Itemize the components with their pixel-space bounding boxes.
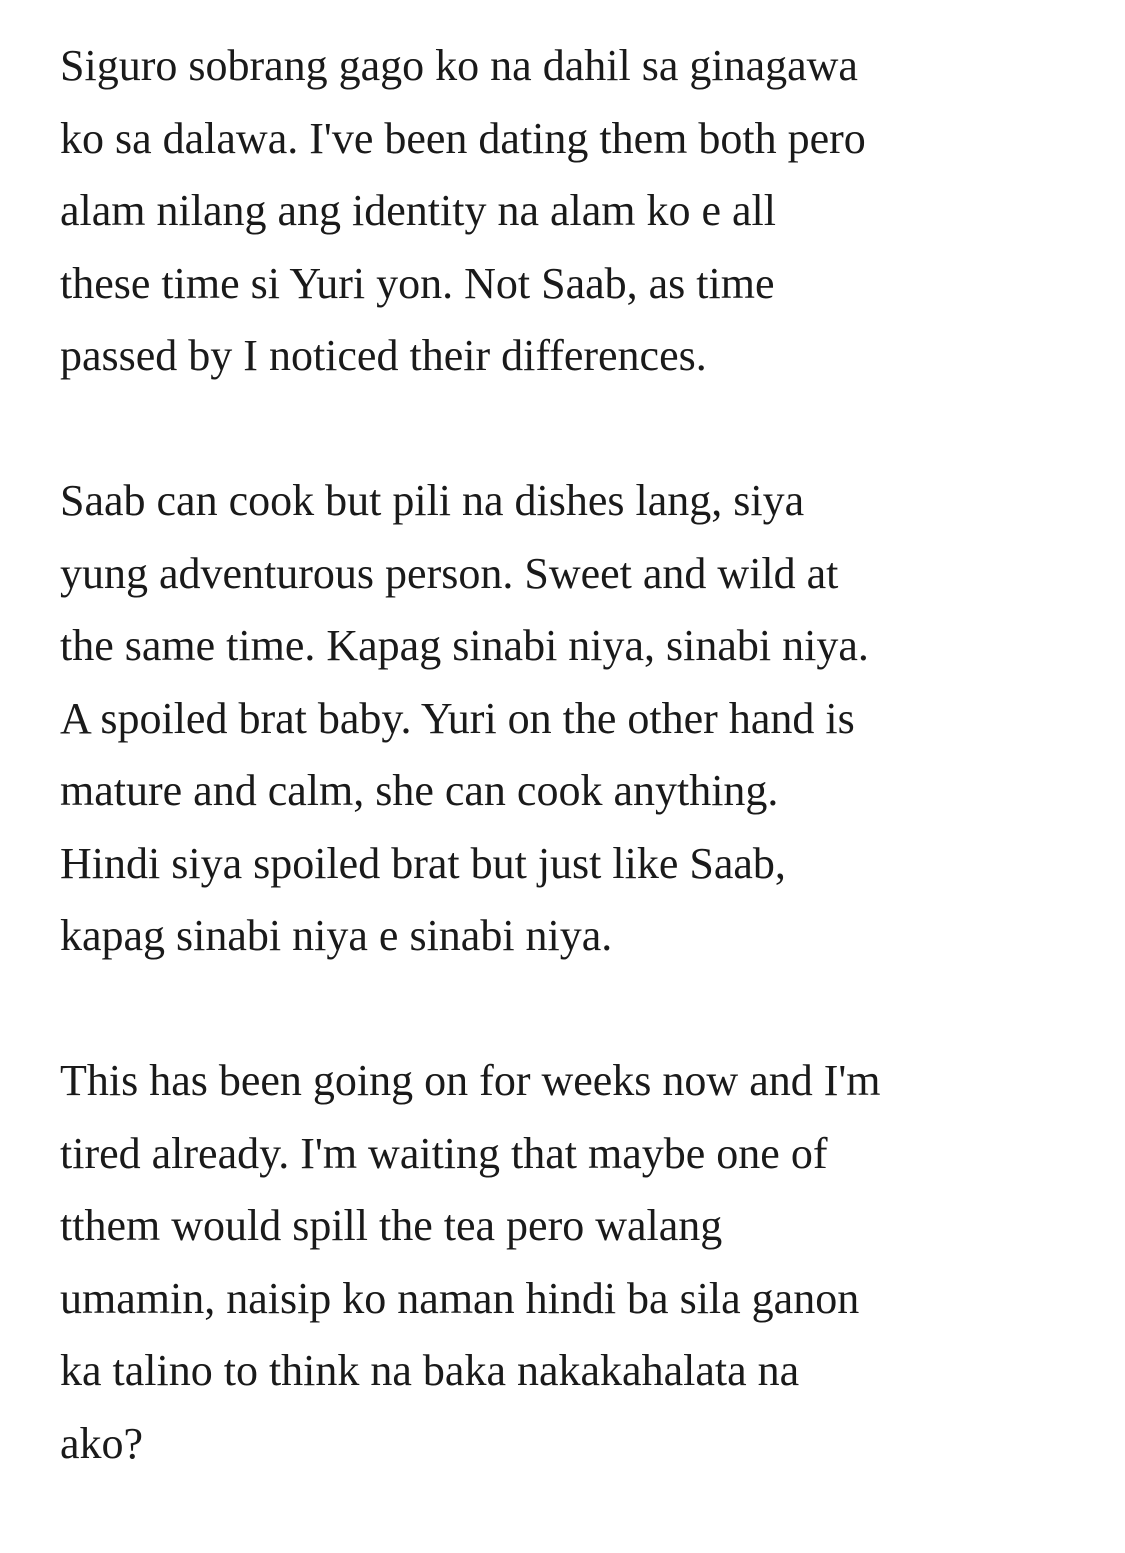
text-line: Siguro sobrang gago ko na dahil sa ginagawa [60, 41, 858, 90]
document-body [60, 30, 1080, 1553]
text-line: A spoiled brat baby. Yuri on the other hand is [60, 693, 855, 743]
text-line: Saab can cook but pili na dishes lang, siya [60, 476, 805, 525]
text-line: passed by I noticed their differences. [60, 331, 707, 380]
text-line: mature and calm, she can cook anything. [60, 766, 779, 815]
text-line: ako? [60, 1418, 144, 1468]
text-line: kapag sinabi niya e sinabi niya. [60, 911, 613, 960]
text-line: the same time. Kapag sinabi niya, sinabi niya. [60, 621, 869, 670]
text-line: tired already. I'm waiting that maybe one of [60, 1128, 828, 1178]
text-line: Hindi siya spoiled brat but just like Saab, [60, 838, 786, 888]
paragraph-1 [60, 30, 1080, 393]
text-line: yung adventurous person. Sweet and wild at [60, 548, 839, 598]
text-line: ka talino to think na baka nakakahalata na [60, 1346, 800, 1395]
text-line: umamin, naisip ko naman hindi ba sila ganon [60, 1273, 860, 1323]
text-line: This has been going on for weeks now and I'm [60, 1056, 881, 1105]
text-line: alam nilang ang identity na alam ko e all [60, 186, 776, 235]
text-line: ko sa dalawa. I've been dating them both pero [60, 113, 866, 163]
paragraph-3 [60, 1045, 1080, 1480]
text-line: these time si Yuri yon. Not Saab, as time [60, 258, 775, 308]
paragraph-2 [60, 465, 1080, 973]
text-line: tthem would spill the tea pero walang [60, 1201, 723, 1250]
